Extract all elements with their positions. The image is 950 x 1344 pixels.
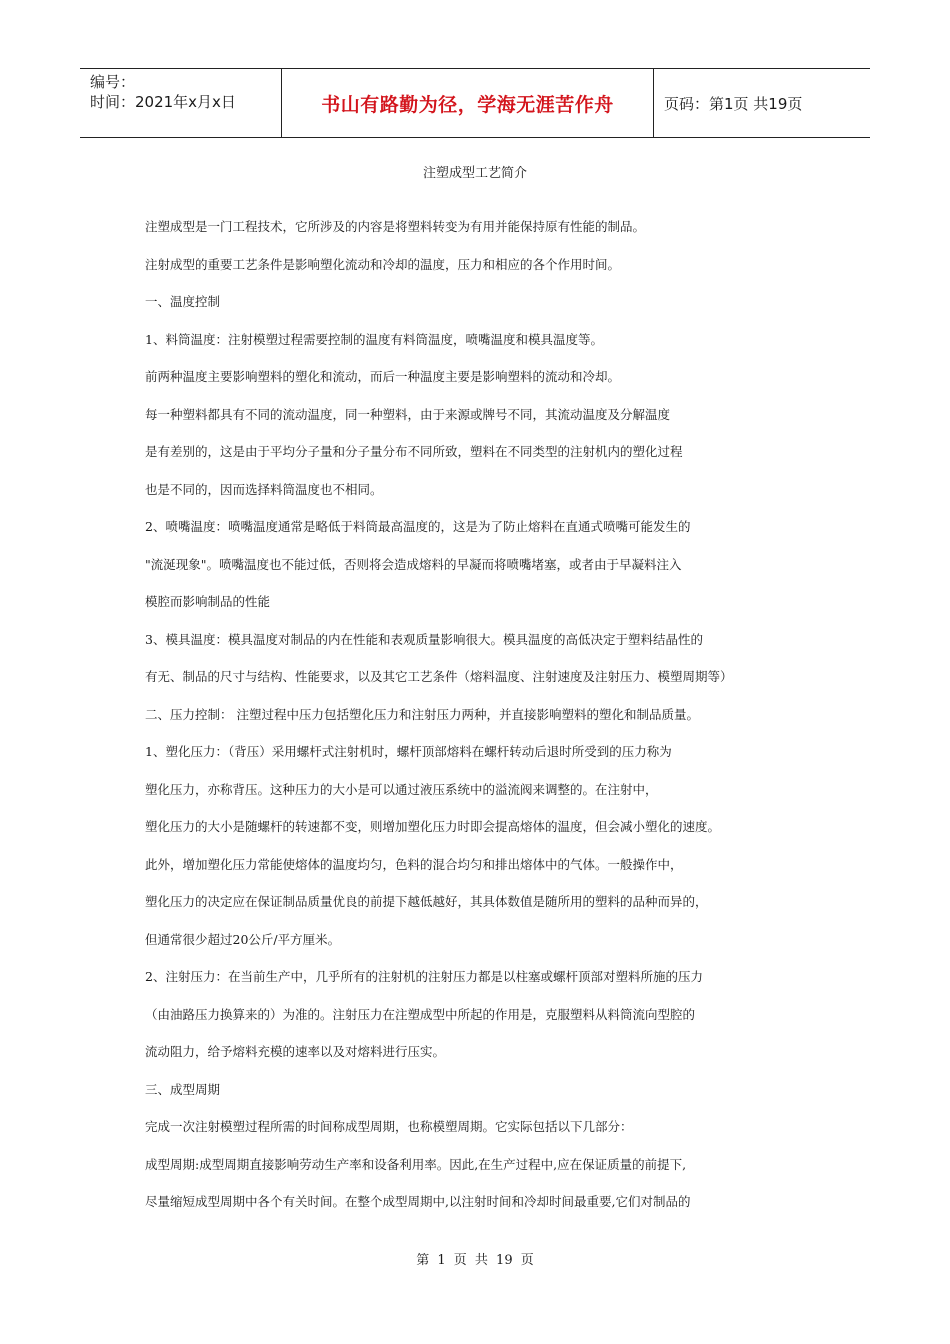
body-line: 注射成型的重要工艺条件是影响塑化流动和冷却的温度，压力和相应的各个作用时间。	[145, 256, 621, 272]
header-page-info: 页码：第1页 共19页	[664, 94, 803, 113]
page-footer: 第 1 页 共 19 页	[416, 1253, 534, 1268]
body-line: 每一种塑料都具有不同的流动温度，同一种塑料，由于来源或牌号不同，其流动温度及分解温度	[145, 406, 671, 422]
body-line: 前两种温度主要影响塑料的塑化和流动，而后一种温度主要是影响塑料的流动和冷却。	[145, 369, 621, 384]
body-line: 流动阻力，给予熔料充模的速率以及对熔料进行压实。	[145, 1044, 446, 1059]
body-line: 有无、制品的尺寸与结构、性能要求，以及其它工艺条件（熔料温度、注射速度及注射压力、模塑周期等）	[145, 669, 733, 684]
body-line: 三、成型周期	[145, 1081, 221, 1097]
body-line: 一、温度控制	[145, 294, 221, 309]
header-left-cell	[80, 69, 281, 137]
document-title: 注塑成型工艺简介	[422, 166, 527, 181]
document-date: 时间：2021年x月x日	[90, 93, 236, 111]
body-line: 此外，增加塑化压力常能使熔体的温度均匀，色料的混合均匀和排出熔体中的气体。一般操作中，	[145, 856, 683, 872]
body-line: 也是不同的，因而选择料筒温度也不相同。	[145, 481, 383, 497]
body-line: 模腔而影响制品的性能	[145, 594, 271, 609]
body-line: 完成一次注射模塑过程所需的时间称成型周期，也称模塑周期。它实际包括以下几部分：	[145, 1119, 633, 1134]
document-body	[145, 217, 835, 1230]
body-line: （由油路压力换算来的）为准的。注射压力在注塑成型中所起的作用是，克服塑料从料筒流向型腔的	[145, 1006, 696, 1022]
body-line: 二、压力控制： 注塑过程中压力包括塑化压力和注射压力两种，并直接影响塑料的塑化和制品质量。	[145, 706, 699, 722]
body-line: 塑化压力的决定应在保证制品质量优良的前提下越低越好，其具体数值是随所用的塑料的品种而异的，	[145, 894, 708, 909]
header-motto-cell	[281, 69, 654, 137]
body-line: 塑化压力的大小是随螺杆的转速都不变，则增加塑化压力时即会提高熔体的温度，但会减小塑化的速度。	[145, 819, 721, 834]
body-line: 1、料筒温度：注射模塑过程需要控制的温度有料筒温度，喷嘴温度和模具温度等。	[145, 331, 603, 347]
body-line: 成型周期:成型周期直接影响劳动生产率和设备利用率。因此,在生产过程中,应在保证质量的前提下,	[145, 1156, 687, 1172]
body-line: 1、塑化压力：（背压）采用螺杆式注射机时，螺杆顶部熔料在螺杆转动后退时所受到的压力称为	[145, 744, 672, 759]
header-table	[80, 68, 870, 138]
body-line: 是有差别的，这是由于平均分子量和分子量分布不同所致，塑料在不同类型的注射机内的塑化过程	[145, 444, 683, 459]
header-motto: 书山有路勤为径，学海无涯苦作舟	[321, 93, 614, 116]
body-line: 注塑成型是一门工程技术，它所涉及的内容是将塑料转变为有用并能保持原有性能的制品。	[145, 219, 646, 234]
body-line: "流涎现象"。喷嘴温度也不能过低，否则将会造成熔料的早凝而将喷嘴堵塞，或者由于早凝料注入	[145, 556, 682, 572]
body-line: 2、注射压力：在当前生产中，几乎所有的注射机的注射压力都是以柱塞或螺杆顶部对塑料所施的压力	[145, 969, 703, 984]
body-line: 3、模具温度：模具温度对制品的内在性能和表观质量影响很大。模具温度的高低决定于塑料结晶性的	[145, 631, 703, 647]
document-number-label: 编号：	[90, 73, 136, 91]
header-page-cell	[654, 69, 870, 137]
body-line: 尽量缩短成型周期中各个有关时间。在整个成型周期中,以注射时间和冷却时间最重要,它们对制品的	[145, 1194, 691, 1209]
body-line: 2、喷嘴温度：喷嘴温度通常是略低于料筒最高温度的，这是为了防止熔料在直通式喷嘴可能发生的	[145, 519, 691, 534]
body-line: 但通常很少超过20公斤/平方厘米。	[145, 931, 341, 947]
body-line: 塑化压力，亦称背压。这种压力的大小是可以通过液压系统中的溢流阀来调整的。在注射中，	[145, 781, 658, 797]
